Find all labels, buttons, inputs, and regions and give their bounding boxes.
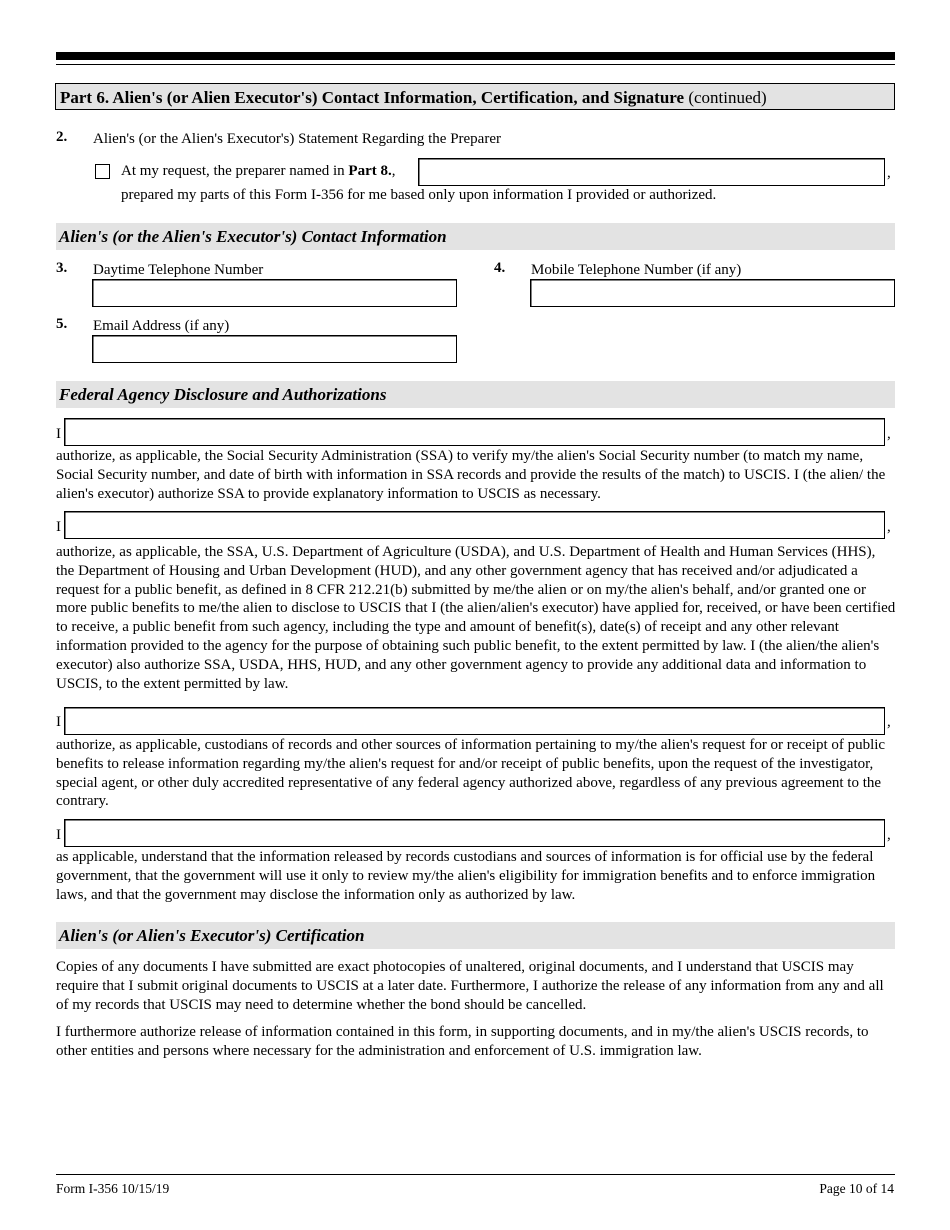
mobile-phone-label: Mobile Telephone Number (if any) <box>531 262 742 278</box>
disclosure-4-suffix: , <box>887 827 891 843</box>
disclosure-1-name-field[interactable] <box>64 418 885 446</box>
disclosure-1-prefix: I <box>56 426 61 442</box>
preparer-statement-comma: , <box>391 163 396 179</box>
email-field[interactable] <box>92 335 457 363</box>
preparer-name-trailing-comma: , <box>887 165 891 181</box>
footer-rule <box>56 1174 895 1175</box>
disclosure-3-suffix: , <box>887 714 891 730</box>
disclosure-3-name-field[interactable] <box>64 707 885 735</box>
footer-page-number: Page 10 of 14 <box>819 1181 894 1196</box>
preparer-statement-checkbox[interactable] <box>95 164 110 179</box>
part-header-continued: (continued) <box>684 88 767 107</box>
preparer-statement-text <box>121 162 396 181</box>
certification-para-1: Copies of any documents I have submitted are exact photocopies of unaltered, original documents, and I understand that USCIS may require that I submit original documents to USCIS at a later date. Furthermore, I authorize the release of any information from any and all of my records that USCIS may need to determine whether the bond should be cancelled. <box>56 959 884 1013</box>
disclosure-4-prefix: I <box>56 827 61 843</box>
disclosure-1-text: authorize, as applicable, the Social Security Administration (SSA) to verify my/the alien's Social Security number (to match my name, Social Security number, and date of birth with information in SSA records and provide the results of the match) to USCIS. I (the alien/ the alien's executor) authorize SSA to provide explanatory information to USCIS as necessary. <box>56 448 886 502</box>
certification-para-2: I furthermore authorize release of information contained in this form, in supporting documents, and in my/the alien's USCIS records, to other entities and persons where necessary for the administration and enforcement of U.S. immigration law. <box>56 1024 869 1059</box>
preparer-name-field[interactable] <box>418 158 885 186</box>
footer-form-id: Form I-356 10/15/19 <box>56 1181 170 1196</box>
disclosure-2-text: authorize, as applicable, the SSA, U.S. Department of Agriculture (USDA), and U.S. Department of Health and Human Services (HHS), the Department of Housing and Urban Development (HUD), and any other government agency that has received and/or adjudicated a request for a public benefit, as defined in 8 CFR 212.21(b) submitted by me/the alien or on my/the alien's behalf, and/or granted one or more public benefits to me/the alien to disclose to USCIS that I (the alien/alien's executor) have applied for, received, or have been certified to receive, a public benefit from such agency, including the type and amount of benefit(s), date(s) of receipt and any other relevant information provided to the agency for the purpose of obtaining such public benefit, to the extent permitted by law. I (the alien/the alien's executor) also authorize SSA, USDA, HHS, HUD, and any other government agency to provide any additional data and information to USCIS, to the extent permitted by law. <box>56 544 896 692</box>
disclosure-3-text: authorize, as applicable, custodians of records and other sources of information pertaining to my/the alien's request for or receipt of public benefits to release information regarding my/the alien's request for and/or receipt of public benefits, upon the request of the investigator, special agent, or other duly accredited representative of any federal agency authorized above, regardless of any previous agreement to the contrary. <box>56 737 886 810</box>
disclosure-2-prefix: I <box>56 519 61 535</box>
part-6-header <box>55 83 895 110</box>
preparer-statement-line2: prepared my parts of this Form I-356 for me based only upon information I provided or authorized. <box>121 187 717 203</box>
mobile-phone-field[interactable] <box>530 279 895 307</box>
disclosure-1-suffix: , <box>887 426 891 442</box>
email-label: Email Address (if any) <box>93 318 230 334</box>
contact-info-header: Alien's (or the Alien's Executor's) Contact Information <box>56 223 895 250</box>
disclosure-3-prefix: I <box>56 714 61 730</box>
item-4-number: 4. <box>494 260 506 276</box>
item-2-title: Alien's (or the Alien's Executor's) Statement Regarding the Preparer <box>93 131 501 147</box>
top-rule-thick <box>56 52 895 60</box>
item-5-number: 5. <box>56 316 68 332</box>
certification-header: Alien's (or Alien's Executor's) Certification <box>56 922 895 949</box>
disclosure-4-text: as applicable, understand that the information released by records custodians and sources of information is for official use by the federal government, that the government will use it only to review my/the alien's eligibility for immigration benefits and to enforce immigration laws, and that the government may disclose the information only as authorized by law. <box>56 849 876 903</box>
daytime-phone-field[interactable] <box>92 279 457 307</box>
daytime-phone-label: Daytime Telephone Number <box>93 262 264 278</box>
part-header-title: Part 6. Alien's (or Alien Executor's) Contact Information, Certification, and Signature <box>60 88 685 107</box>
disclosure-header: Federal Agency Disclosure and Authorizations <box>56 381 895 408</box>
item-2-number: 2. <box>56 129 68 145</box>
disclosure-2-name-field[interactable] <box>64 511 885 539</box>
disclosure-4-name-field[interactable] <box>64 819 885 847</box>
item-3-number: 3. <box>56 260 68 276</box>
preparer-statement-part8: Part 8. <box>348 163 392 179</box>
disclosure-2-suffix: , <box>887 519 891 535</box>
preparer-statement-pre: At my request, the preparer named in <box>121 163 349 179</box>
top-rule-thin <box>56 64 895 65</box>
